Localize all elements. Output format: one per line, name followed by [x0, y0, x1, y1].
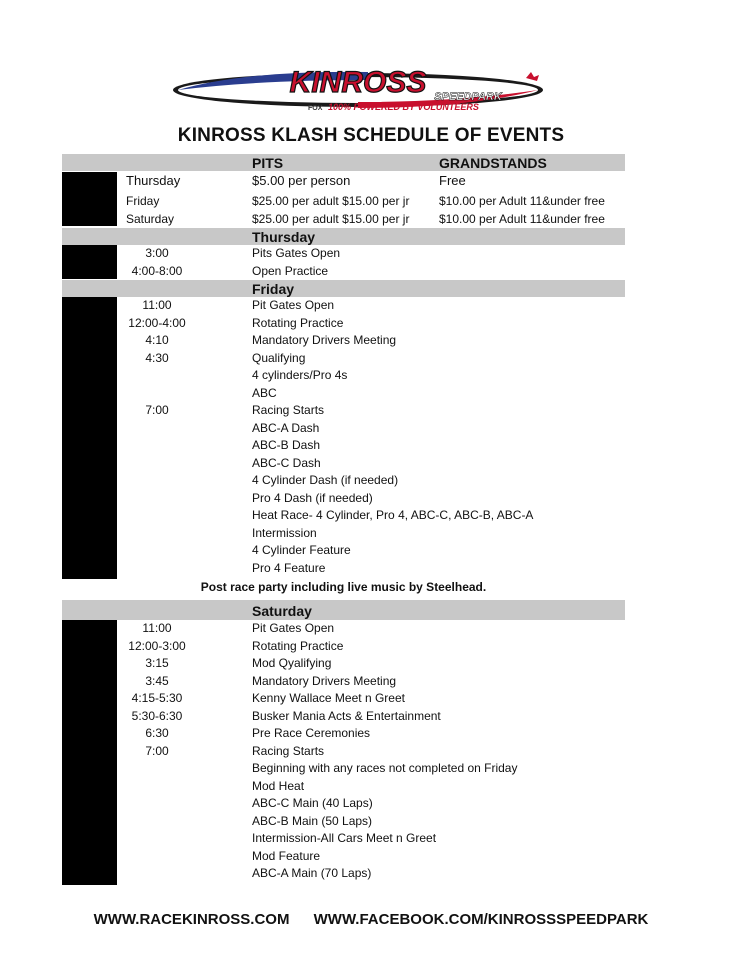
- grandstands-column-header: GRANDSTANDS: [439, 155, 547, 171]
- svg-text:KINROSS: KINROSS: [289, 66, 427, 99]
- event-row: ABC-B Dash: [252, 438, 321, 452]
- event-row: ABC-A Dash: [252, 420, 320, 435]
- event-row: ABC-A Main (70 Laps): [252, 866, 372, 880]
- event-row: 12:00-3:00 Rotating Practice: [128, 638, 344, 653]
- event-row: Beginning with any races not completed on Friday: [252, 761, 518, 775]
- svg-text:FOX: FOX: [308, 105, 323, 112]
- facebook-link[interactable]: WWW.FACEBOOK.COM/KINROSSSPEEDPARK: [313, 911, 649, 928]
- event-row: 4 cylinders/Pro 4s: [252, 368, 348, 382]
- event-row: 4 Cylinder Feature: [252, 543, 351, 557]
- page-title: KINROSS KLASH SCHEDULE OF EVENTS: [177, 125, 565, 146]
- event-row: 11:00 Pit Gates Open: [142, 621, 335, 635]
- event-row: ABC-C Main (40 Laps): [252, 796, 373, 810]
- svg-text:SPEEDPARK: SPEEDPARK: [434, 91, 502, 103]
- svg-text:100% POWERED BY VOLUNTEERS: 100% POWERED BY VOLUNTEERS: [328, 102, 479, 112]
- event-row: 4:30 Qualifying: [145, 350, 306, 365]
- event-row: 7:00 Racing Starts: [145, 743, 325, 758]
- price-row-thursday: Thursday $5.00 per person Free: [126, 173, 466, 188]
- event-row: 6:30 Pre Race Ceremonies: [145, 726, 371, 740]
- event-row: ABC: [252, 385, 277, 400]
- event-row: 5:30-6:30 Busker Mania Acts & Entertainment: [131, 708, 441, 723]
- event-row: Mod Feature: [252, 848, 321, 863]
- event-row: 12:00-4:00 Rotating Practice: [128, 315, 344, 330]
- event-row: 4:00-8:00 Open Practice: [131, 263, 329, 278]
- event-row: Intermission-All Cars Meet n Greet: [252, 831, 437, 845]
- event-row: 3:45 Mandatory Drivers Meeting: [145, 673, 397, 688]
- day-header-friday: Friday: [62, 280, 625, 297]
- event-row: Pro 4 Dash (if needed): [252, 490, 373, 505]
- website-link[interactable]: WWW.RACEKINROSS.COM: [93, 911, 290, 928]
- event-row: ABC-C Dash: [252, 455, 321, 470]
- event-row: ABC-B Main (50 Laps): [252, 813, 373, 828]
- event-row: 4:10 Mandatory Drivers Meeting: [145, 333, 397, 347]
- price-row-friday: Friday $25.00 per adult $15.00 per jr $10.00 per Adult 11&under free: [126, 194, 605, 208]
- event-row: 4:15-5:30 Kenny Wallace Meet n Greet: [131, 691, 405, 705]
- event-row: Pro 4 Feature: [252, 560, 326, 575]
- day-header-saturday: Saturday: [62, 600, 625, 620]
- event-row: 11:00 Pit Gates Open: [142, 298, 335, 312]
- pricing-header: [62, 154, 625, 171]
- friday-note: Post race party including live music by Steelhead.: [200, 580, 487, 594]
- schedule-table: [62, 154, 625, 883]
- price-row-saturday: Saturday $25.00 per adult $15.00 per jr $10.00 per Adult 11&under free: [126, 212, 605, 226]
- event-row: Heat Race- 4 Cylinder, Pro 4, ABC-C, ABC-B, ABC-A: [252, 508, 534, 522]
- event-row: 4 Cylinder Dash (if needed): [252, 473, 399, 487]
- event-row: Intermission: [252, 525, 317, 540]
- footer-links: [0, 911, 742, 928]
- day-header-thursday: Thursday: [62, 228, 625, 245]
- event-row: Mod Heat: [252, 778, 305, 793]
- event-row: 3:15 Mod Qyalifying: [145, 656, 332, 670]
- pits-column-header: PITS: [252, 155, 284, 171]
- event-row: 7:00 Racing Starts: [145, 403, 325, 417]
- kinross-speedpark-logo: [168, 60, 568, 120]
- event-row: 3:00 Pits Gates Open: [145, 246, 341, 260]
